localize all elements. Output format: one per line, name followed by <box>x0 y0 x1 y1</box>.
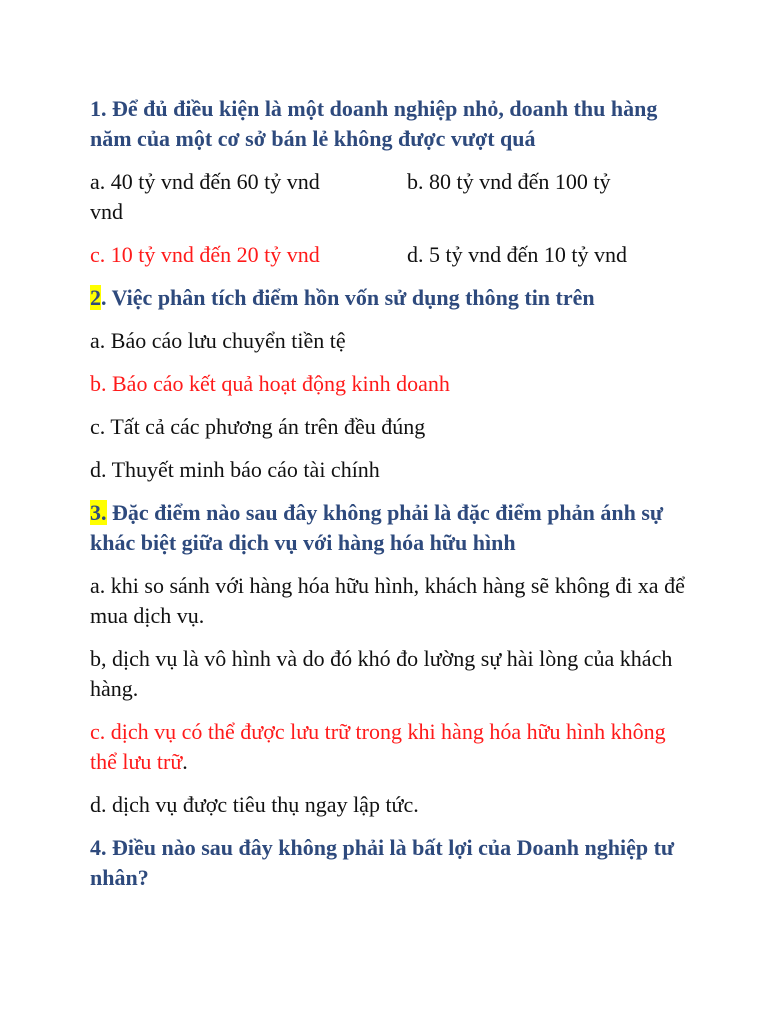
question-1-options-row-2 <box>90 240 690 270</box>
question-3-title: Đặc điểm nào sau đây không phải là đặc điểm phản ánh sự khác biệt giữa dịch vụ với hàng hóa hữu hình <box>90 500 664 555</box>
question-2-title: . Việc phân tích điểm hồn vốn sử dụng thông tin trên <box>101 285 595 310</box>
question-3-option-c-line <box>90 717 690 777</box>
question-3-option-c-period: . <box>182 749 188 774</box>
question-2-title-line <box>90 283 690 313</box>
question-1-option-b-tail: vnd <box>90 199 123 224</box>
question-1-option-c-correct: c. 10 tỷ vnd đến 20 tỷ vnd <box>90 242 320 267</box>
question-2-number-highlight: 2 <box>90 285 101 310</box>
question-3-option-d: d. dịch vụ được tiêu thụ ngay lập tức. <box>90 792 419 817</box>
question-2-option-c: c. Tất cả các phương án trên đều đúng <box>90 414 426 439</box>
question-3-option-c-correct: c. dịch vụ có thể được lưu trữ trong khi hàng hóa hữu hình không thể lưu trữ <box>90 719 666 774</box>
document-page <box>90 94 690 906</box>
question-1-options-row-1 <box>90 167 690 197</box>
question-3-option-a: a. khi so sánh với hàng hóa hữu hình, khách hàng sẽ không đi xa để mua dịch vụ. <box>90 573 685 628</box>
question-1-title: 1. Để đủ điều kiện là một doanh nghiệp nhỏ, doanh thu hàng năm của một cơ sở bán lẻ không được vượt quá <box>90 96 658 151</box>
question-1-option-b: b. 80 tỷ vnd đến 100 tỷ <box>407 169 611 194</box>
question-3-number-highlight: 3. <box>90 500 107 525</box>
question-1-option-a: a. 40 tỷ vnd đến 60 tỷ vnd <box>90 169 320 194</box>
question-2-option-b-correct: b. Báo cáo kết quả hoạt động kinh doanh <box>90 371 450 396</box>
question-1-option-d: d. 5 tỷ vnd đến 10 tỷ vnd <box>407 242 627 267</box>
question-2-option-a: a. Báo cáo lưu chuyển tiền tệ <box>90 328 346 353</box>
question-3-title-line <box>90 498 690 558</box>
question-4-title: 4. Điều nào sau đây không phải là bất lợi của Doanh nghiệp tư nhân? <box>90 835 675 890</box>
question-2-option-d: d. Thuyết minh báo cáo tài chính <box>90 457 380 482</box>
question-3-option-b: b, dịch vụ là vô hình và do đó khó đo lường sự hài lòng của khách hàng. <box>90 646 673 701</box>
